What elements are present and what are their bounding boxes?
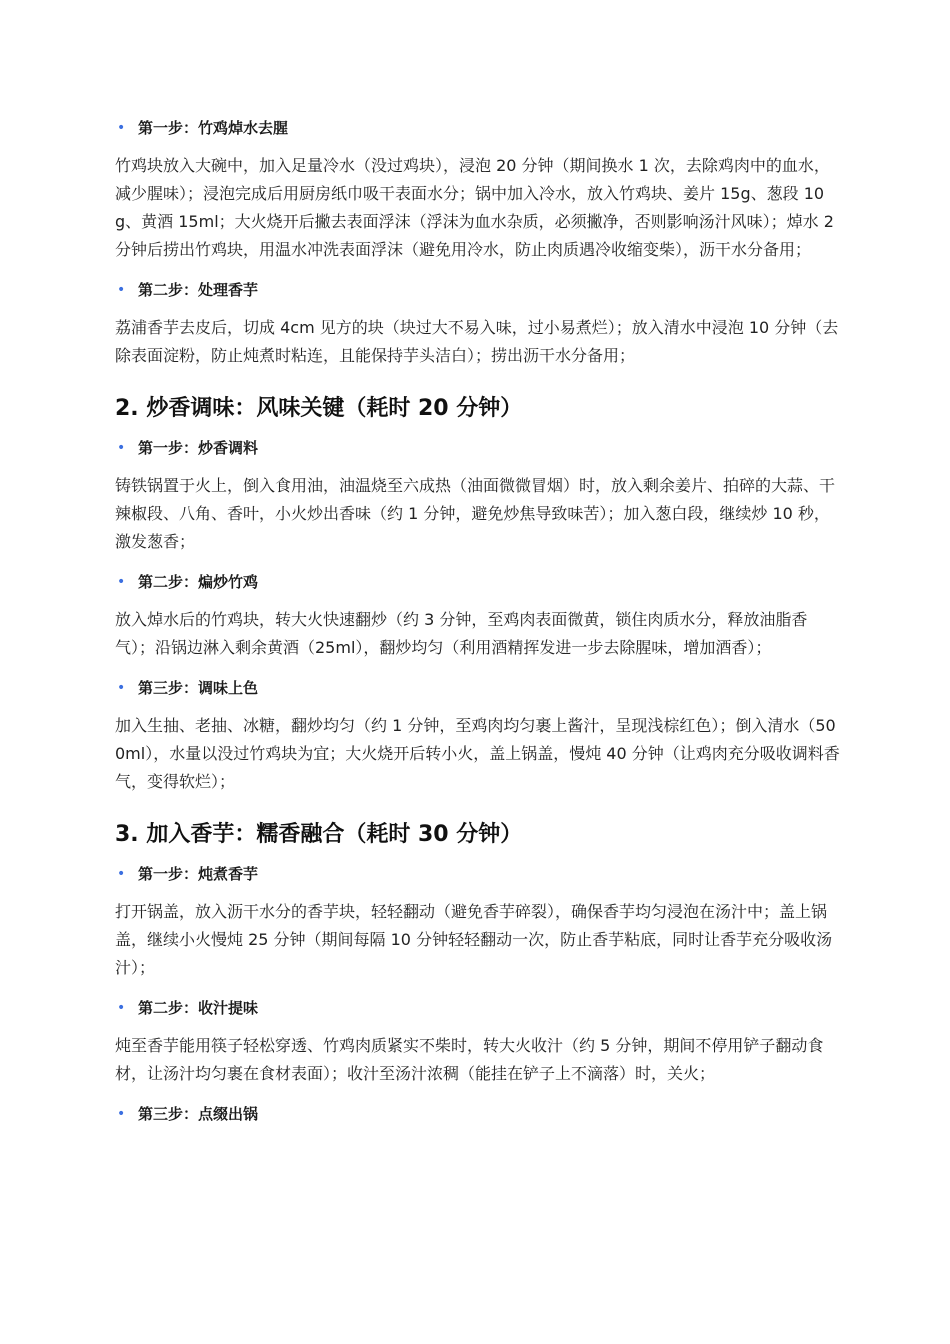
section-heading: 2. 炒香调味：风味关键（耗时 20 分钟） <box>115 396 523 421</box>
paragraph: 放入焯水后的竹鸡块，转大火快速翻炒（约 3 分钟，至鸡肉表面微黄，锁住肉质水分，释放油脂香气）；沿锅边淋入剩余黄酒（25ml），翻炒均匀（利用酒精挥发进一步去除腥味，增加酒香）； <box>115 610 808 657</box>
bullet-dot-icon: • <box>117 574 126 590</box>
paragraph: 加入生抽、老抽、冰糖，翻炒均匀（约 1 分钟，至鸡肉均匀裹上酱汁，呈现浅棕红色）；倒入清水（500ml），水量以没过竹鸡块为宜；大火烧开后转小火，盖上锅盖，慢炖 40 分钟（让鸡肉充分吸收调料香气，变得软烂）； <box>115 716 840 791</box>
step-label: 第二步：煸炒竹鸡 <box>138 573 259 591</box>
step-bullet <box>115 566 845 598</box>
paragraph: 炖至香芋能用筷子轻松穿透、竹鸡肉质紧实不柴时，转大火收汁（约 5 分钟，期间不停用铲子翻动食材，让汤汁均匀裹在食材表面）；收汁至汤汁浓稠（能挂在铲子上不滴落）时，关火； <box>115 1036 824 1083</box>
step-label: 第三步：调味上色 <box>138 679 259 697</box>
document-body <box>115 112 845 1130</box>
step-label: 第一步：炖煮香芋 <box>138 865 259 883</box>
step-bullet <box>115 1098 845 1130</box>
step-bullet <box>115 992 845 1024</box>
bullet-dot-icon: • <box>117 1106 126 1122</box>
bullet-dot-icon: • <box>117 282 126 298</box>
step-bullet <box>115 274 845 306</box>
bullet-dot-icon: • <box>117 680 126 696</box>
paragraph: 竹鸡块放入大碗中，加入足量冷水（没过鸡块），浸泡 20 分钟（期间换水 1 次，去除鸡肉中的血水，减少腥味）；浸泡完成后用厨房纸巾吸干表面水分；锅中加入冷水，放入竹鸡块、姜片 15g、葱段 10g、黄酒 15ml；大火烧开后撇去表面浮沫（浮沫为血水杂质，必须撇净，否则影响汤汁风味）；焯水 2 分钟后捞出竹鸡块，用温水冲洗表面浮沫（避免用冷水，防止肉质遇冷收缩变柴），沥干水分备用； <box>115 156 834 259</box>
section-heading: 3. 加入香芋：糯香融合（耗时 30 分钟） <box>115 822 523 847</box>
paragraph: 荔浦香芋去皮后，切成 4cm 见方的块（块过大不易入味，过小易煮烂）；放入清水中浸泡 10 分钟（去除表面淀粉，防止炖煮时粘连，且能保持芋头洁白）；捞出沥干水分备用； <box>115 318 839 365</box>
paragraph: 打开锅盖，放入沥干水分的香芋块，轻轻翻动（避免香芋碎裂），确保香芋均匀浸泡在汤汁中；盖上锅盖，继续小火慢炖 25 分钟（期间每隔 10 分钟轻轻翻动一次，防止香芋粘底，同时让香芋充分吸收汤汁）； <box>115 902 833 977</box>
step-bullet <box>115 112 845 144</box>
step-label: 第一步：竹鸡焯水去腥 <box>138 119 289 137</box>
bullet-dot-icon: • <box>117 866 126 882</box>
step-label: 第二步：处理香芋 <box>138 281 259 299</box>
step-label: 第二步：收汁提味 <box>138 999 259 1017</box>
bullet-dot-icon: • <box>117 1000 126 1016</box>
bullet-dot-icon: • <box>117 120 126 136</box>
paragraph: 铸铁锅置于火上，倒入食用油，油温烧至六成热（油面微微冒烟）时，放入剩余姜片、拍碎的大蒜、干辣椒段、八角、香叶，小火炒出香味（约 1 分钟，避免炒焦导致味苦）；加入葱白段，继续炒 10 秒，激发葱香； <box>115 476 836 551</box>
step-label: 第三步：点缀出锅 <box>138 1105 259 1123</box>
step-bullet <box>115 672 845 704</box>
bullet-dot-icon: • <box>117 440 126 456</box>
step-bullet <box>115 858 845 890</box>
step-bullet <box>115 432 845 464</box>
step-label: 第一步：炒香调料 <box>138 439 259 457</box>
